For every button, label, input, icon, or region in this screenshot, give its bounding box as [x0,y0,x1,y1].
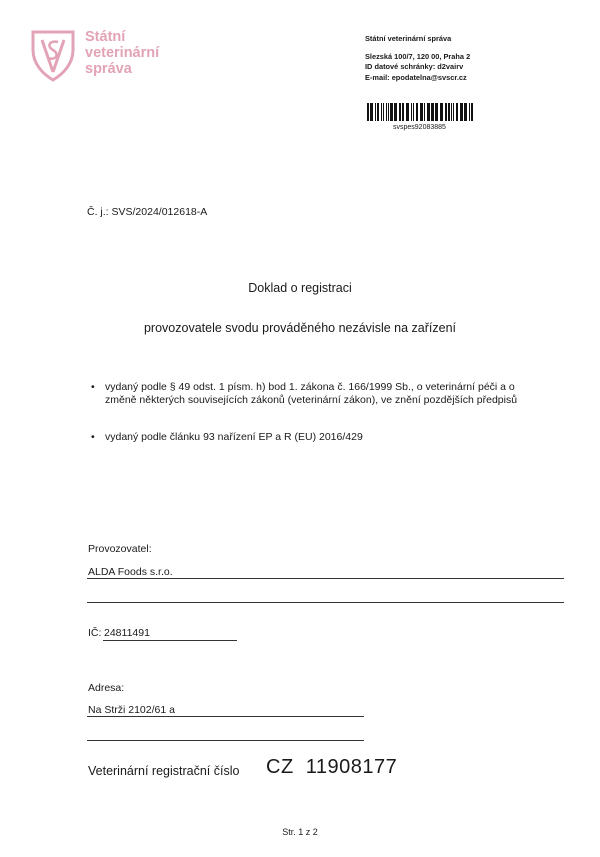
barcode-bar [402,103,404,121]
address-value: Na Strži 2102/61 a [88,704,175,716]
legal-basis-list [91,381,545,468]
barcode-bar [413,103,414,121]
barcode-bar [451,103,452,121]
barcode-bar [431,103,434,121]
barcode-bar [420,103,423,121]
barcode-bar [383,103,384,121]
barcode-bar [386,103,387,121]
barcode-bar [469,103,470,121]
svs-emblem-icon [30,28,76,82]
barcode-bar [390,103,393,121]
barcode-bar [377,103,379,121]
barcode-bar [367,103,369,121]
list-item [91,431,545,444]
reference-number: Č. j.: SVS/2024/012618-A [87,206,208,218]
barcode-bar [375,103,376,121]
logo-line: Státní [85,29,126,45]
logo-line: veterinární [85,45,160,61]
ic-label: IČ: [88,627,102,639]
barcode-bar [464,103,467,121]
bullet-icon: • [91,381,95,393]
barcode-bar [440,103,443,121]
barcode-bar [399,103,401,121]
barcode-bar [427,103,430,121]
document-subtitle: provozovatele svodu prováděného nezávisle na zařízení [143,321,456,335]
sender-data-box: ID datové schránky: d2vairv [365,62,464,71]
barcode-bar [406,103,409,121]
barcode-bar [370,103,373,121]
barcode-bar [460,103,463,121]
sender-address: Slezská 100/7, 120 00, Praha 2 [365,51,471,61]
sender-name: Státní veterinární správa [365,34,452,43]
operator-name-underline [87,578,564,579]
barcode-bar [456,103,458,121]
address-blank-line [87,740,364,741]
barcode-bar [424,103,425,121]
list-item [91,381,545,407]
sender-email: E-mail: epodatelna@svscr.cz [365,72,467,82]
list-item-text: vydaný podle článku 93 nařízení EP a R (EU) 2016/429 [105,431,363,443]
address-underline [87,716,364,717]
operator-label: Provozovatel: [88,543,152,555]
document-title: Doklad o registraci [248,281,352,295]
barcode-bar [381,103,382,121]
barcode-bar [416,103,418,121]
ic-underline [103,640,237,641]
vet-registration-label: Veterinární registrační číslo [88,764,240,778]
operator-name: ALDA Foods s.r.o. [88,566,173,578]
barcode-bar [394,103,397,121]
barcode-bar [435,103,438,121]
ic-value: 24811491 [104,627,150,639]
address-label: Adresa: [88,682,125,694]
operator-blank-line [87,602,564,603]
barcode-bar [471,103,473,121]
svs-logo [30,28,190,84]
logo-line: správa [85,61,132,77]
barcode-number: svspes92083885 [393,124,446,131]
barcode-bar [445,103,447,121]
barcode-bar [388,103,389,121]
barcode-bar [448,103,450,121]
sender-address-block [365,34,470,83]
bullet-icon: • [91,431,95,443]
logo-text [85,29,159,77]
barcode-bar [411,103,412,121]
page-number: Str. 1 z 2 [282,827,318,837]
barcode-bar [453,103,454,121]
vet-registration-number: CZ 11908177 [266,756,398,778]
list-item-text: vydaný podle § 49 odst. 1 písm. h) bod 1. zákona č. 166/1999 Sb., o veterinární péči a o změně některých souvisejících zákonů (veterinární zákon), ve znění pozdějších předpisů [105,381,518,406]
barcode [367,103,475,121]
